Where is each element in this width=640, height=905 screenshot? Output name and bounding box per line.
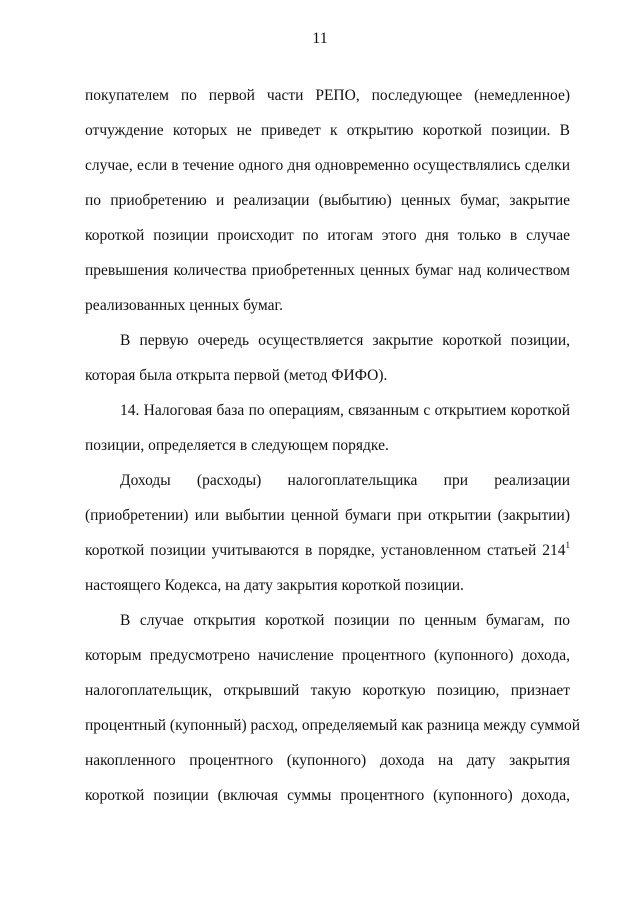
text-line <box>85 428 570 463</box>
text-line-content: Доходы (расходы) налогоплательщика при реализации <box>120 472 570 489</box>
text-line <box>85 288 570 323</box>
text-line-content: налогоплательщик, открывший такую короткую позицию, признает <box>85 682 570 699</box>
text-line <box>85 113 570 148</box>
text-line <box>85 218 570 253</box>
text-line-content: которая была открыта первой (метод ФИФО). <box>85 367 388 384</box>
text-line-content: позиции, определяется в следующем порядке. <box>85 437 389 454</box>
body-text <box>85 78 581 813</box>
text-line <box>85 253 570 288</box>
text-line-content: (приобретении) или выбытии ценной бумаги при открытии (закрытии) <box>85 507 570 524</box>
text-line <box>85 498 570 533</box>
text-line <box>85 568 570 603</box>
text-line-content: по приобретению и реализации (выбытию) ценных бумаг, закрытие <box>85 192 570 209</box>
text-line-content: превышения количества приобретенных ценных бумаг над количеством <box>85 262 570 279</box>
text-line <box>85 708 581 743</box>
text-line <box>85 743 570 778</box>
text-line-content: В первую очередь осуществляется закрытие короткой позиции, <box>120 332 570 349</box>
text-line <box>85 778 570 813</box>
text-line-content: реализованных ценных бумаг. <box>85 297 283 314</box>
text-line <box>85 78 570 113</box>
text-line-content: 14. Налоговая база по операциям, связанным с открытием короткой <box>120 402 570 419</box>
text-line-content: В случае открытия короткой позиции по ценным бумагам, по <box>120 612 570 629</box>
text-line-content: короткой позиции учитываются в порядке, установленном статьей 214 <box>85 542 566 559</box>
text-line-content: короткой позиции (включая суммы процентного (купонного) дохода, <box>85 787 570 804</box>
text-line <box>85 358 570 393</box>
text-line-content: отчуждение которых не приведет к открытию короткой позиции. В <box>85 122 570 139</box>
text-line-content: процентный (купонный) расход, определяемый как разница между суммой <box>85 717 581 734</box>
text-line <box>85 148 570 183</box>
page-number: 11 <box>312 30 328 47</box>
text-line <box>85 393 570 428</box>
text-line-content: накопленного процентного (купонного) дохода на дату закрытия <box>85 752 570 769</box>
text-line-content: которым предусмотрено начисление процентного (купонного) дохода, <box>85 647 570 664</box>
text-line <box>85 463 570 498</box>
text-line <box>85 603 570 638</box>
text-line-content: настоящего Кодекса, на дату закрытия короткой позиции. <box>85 577 464 594</box>
text-line <box>85 183 570 218</box>
text-line <box>85 533 570 568</box>
text-line-content: короткой позиции происходит по итогам этого дня только в случае <box>85 227 570 244</box>
text-line <box>85 673 570 708</box>
text-line <box>85 638 570 673</box>
text-line <box>85 323 570 358</box>
text-line-content: покупателем по первой части РЕПО, последующее (немедленное) <box>85 87 570 104</box>
text-line-content: случае, если в течение одного дня одновременно осуществлялись сделки <box>85 157 570 174</box>
superscript: 1 <box>565 540 570 550</box>
